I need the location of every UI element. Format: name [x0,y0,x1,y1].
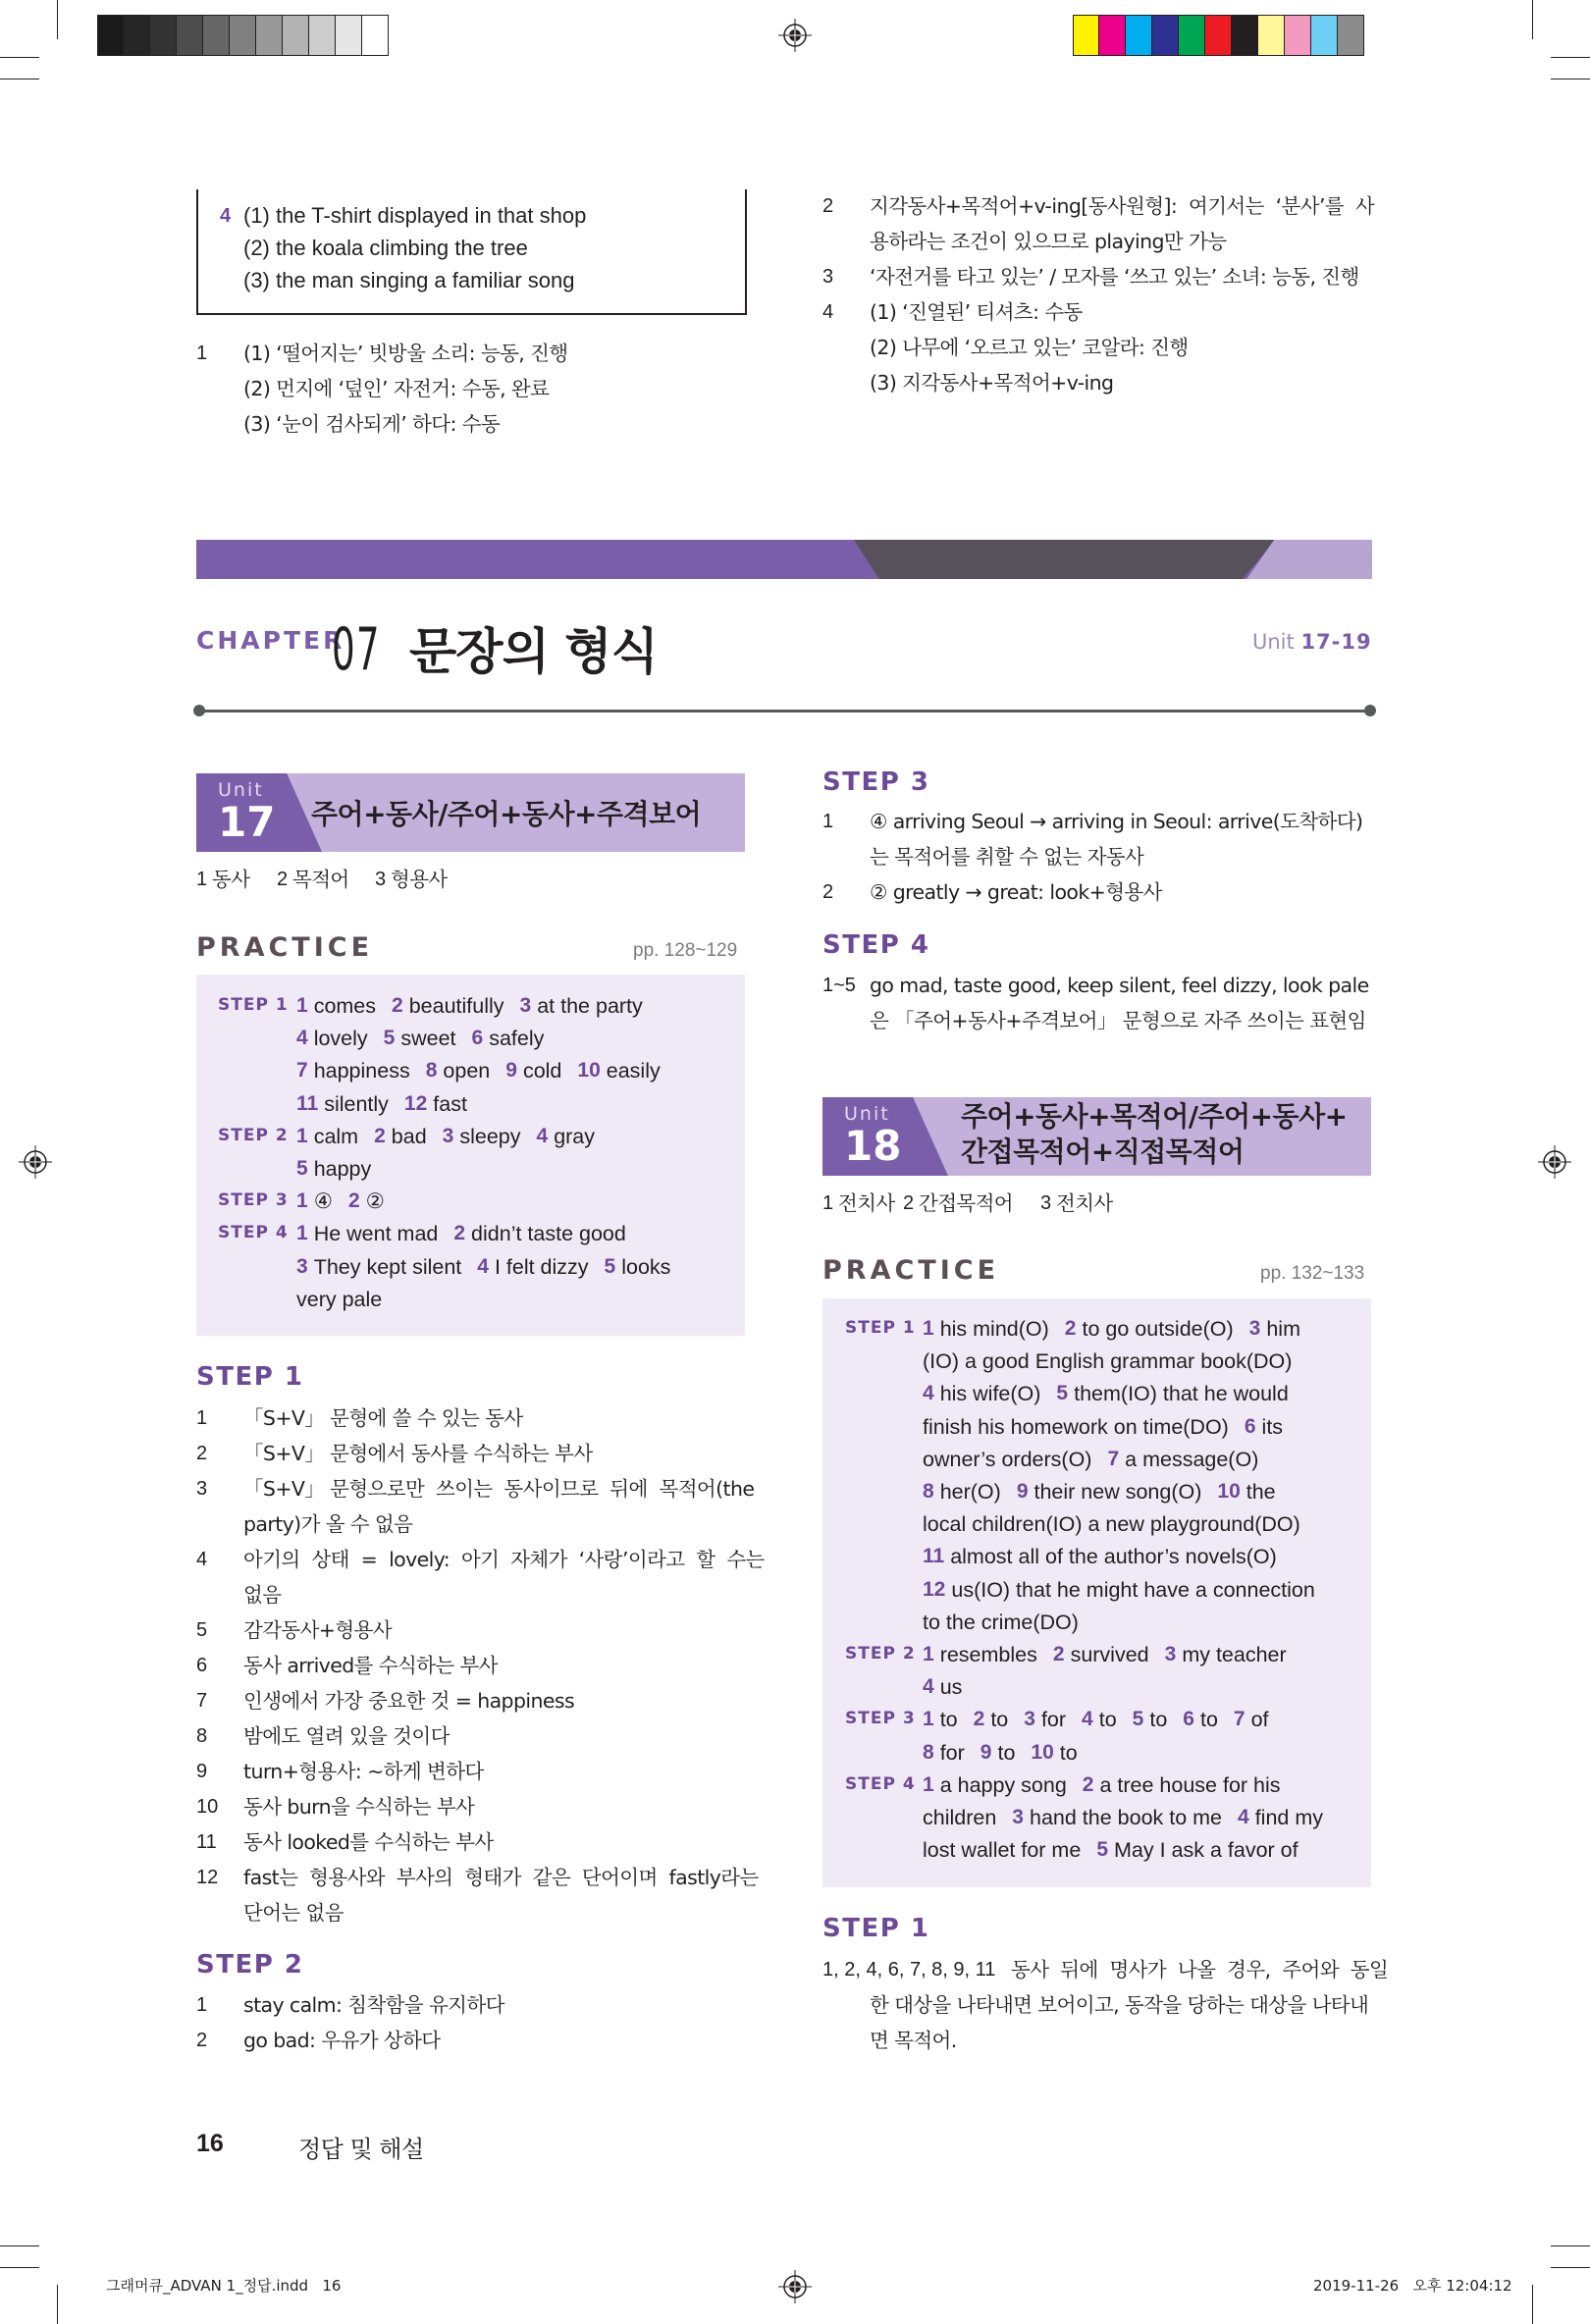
practice-answer-line [923,1509,1359,1539]
practice-answer-text: happiness [313,1059,410,1083]
chapter-unit-range [1252,630,1372,654]
gray-swatch [256,15,283,56]
practice-answer-number: 4 [296,1027,308,1050]
crop-mark [1532,0,1533,39]
list-item-number: 7 [196,1690,208,1712]
list-item-number: 11 [196,1831,217,1853]
practice-answer-line [296,1285,728,1314]
unit-range: 17-19 [1300,630,1372,654]
practice-answer-number: 10 [577,1059,601,1083]
chapter-rule [199,710,1369,713]
gray-swatch [124,15,150,56]
practice-answer-text: beautifully [408,994,504,1018]
practice-answer-text: open [443,1059,491,1083]
crop-mark [57,0,58,39]
list-item-text: go bad: 우유가 상하다 [243,2029,441,2052]
unit18-word: Unit [844,1103,890,1125]
crop-mark [1551,2245,1590,2246]
list-item-text: (3) ‘눈이 검사되게’ 하다: 수동 [243,412,501,436]
practice-answer-number: 1 [923,1643,934,1665]
practice-answer-text: They kept silent [313,1254,462,1279]
practice-answer-text: resembles [939,1643,1037,1666]
answer-text: 형용사 [391,868,448,891]
list-item-number: 9 [196,1761,208,1782]
list-item-text: 동사 뒤에 명사가 나올 경우, 주어와 동일 [1011,1958,1389,1981]
unit17-step4-heading: STEP 4 [822,930,930,960]
list-item-text: (3) 지각동사+목적어+v-ing [870,371,1114,395]
unit17-pages: pp. 128~129 [633,940,738,961]
registration-mark-icon [778,19,812,52]
practice-step-label: STEP 2 [845,1644,916,1664]
box-answer-line: (1) the T-shirt displayed in that shop [243,203,587,228]
practice-answer-text: the [1246,1480,1276,1504]
practice-answer-number: 4 [923,1675,934,1699]
print-timestamp: 2019-11-26 오후 12:04:12 [1313,2277,1512,2295]
practice-answer-number: 2 [1064,1317,1077,1340]
practice-answer-text: didn’t taste good [471,1222,626,1246]
registration-mark-icon [1538,1145,1571,1179]
answer-text: 간접목적어 [919,1191,1014,1215]
practice-answer-text: find my [1254,1806,1324,1829]
crop-mark [1551,2267,1590,2268]
list-item-text: ‘자전거를 타고 있는’ / 모자를 ‘쓰고 있는’ 소녀: 능동, 진행 [870,265,1359,289]
practice-answer-text: to [939,1708,958,1732]
list-item-text: 「S+V」 문형에 쓸 수 있는 동사 [243,1406,523,1430]
practice-answer-number: 4 [536,1124,549,1147]
list-item-text: stay calm: 침착함을 유지하다 [243,1993,504,2017]
practice-answer-line [923,1575,1359,1605]
list-item-number: 3 [196,1478,208,1500]
practice-step-label: STEP 4 [218,1223,289,1243]
practice-answer-text: a message(O) [1125,1447,1259,1471]
practice-answer-number: 2 [453,1222,466,1245]
chapter-label: CHAPTER [196,626,345,655]
registration-mark-icon [19,1145,52,1179]
practice-answer-text: very pale [296,1287,383,1311]
practice-answer-text: I felt dizzy [494,1254,589,1279]
list-item-text: go mad, taste good, keep silent, feel dizzy, look pale [870,974,1369,997]
practice-answer-text: easily [606,1059,661,1083]
gray-swatch [309,15,336,56]
practice-step-label: STEP 3 [218,1190,289,1211]
gray-swatch [283,15,309,56]
practice-answer-text: safely [489,1027,545,1051]
practice-answer-text: ② [365,1189,385,1214]
practice-answer-number: 2 [1082,1772,1094,1796]
list-item-number: 4 [822,301,834,323]
practice-answer-number: 8 [923,1480,934,1503]
practice-answer-number: 1 [923,1708,934,1731]
practice-answer-number: 1 [296,1124,308,1147]
box-question-number: 4 [220,205,232,227]
practice-answer-line [923,1705,1359,1734]
color-swatch [1285,15,1311,56]
practice-answer-line [296,1252,728,1282]
practice-answer-number: 6 [471,1027,484,1050]
practice-answer-text: comes [313,994,377,1018]
practice-answer-line [923,1640,1359,1669]
practice-answer-number: 12 [403,1091,428,1115]
practice-answer-text: fast [433,1091,467,1116]
answer-number: 3 [1040,1192,1052,1214]
practice-answer-number: 5 [1056,1382,1069,1405]
practice-answer-number: 8 [923,1740,934,1764]
list-item-text: 없음 [243,1583,282,1607]
practice-answer-text: hand the book to me [1029,1806,1223,1829]
list-item-number: 10 [196,1796,219,1818]
practice-answer-number: 1 [296,994,308,1017]
gray-swatch [362,15,389,56]
practice-answer-text: a tree house for his [1099,1772,1281,1797]
practice-answer-text: lost wallet for me [923,1838,1082,1863]
practice-answer-number: 11 [296,1091,319,1115]
practice-answer-line [296,1122,728,1151]
color-swatch [1205,15,1232,56]
practice-answer-line [923,1542,1359,1571]
practice-answer-text: owner’s orders(O) [923,1447,1092,1471]
list-item-text: 단어는 없음 [243,1901,344,1925]
practice-answer-number: 1 [923,1317,934,1340]
answer-number: 1 [196,869,208,890]
practice-answer-number: 3 [1024,1708,1035,1731]
list-item-text: ④ arriving Seoul → arriving in Seoul: arrive(도착하다) [870,810,1363,833]
list-item-number: 2 [822,195,834,217]
practice-answer-number: 4 [923,1382,934,1405]
practice-answer-number: 6 [1244,1414,1256,1438]
practice-answer-number: 1 [923,1772,934,1796]
practice-answer-number: 1 [296,1222,308,1245]
practice-answer-text: He went mad [313,1222,439,1246]
practice-answer-number: 9 [980,1740,992,1764]
practice-answer-text: its [1261,1414,1284,1439]
list-item-text: 은 「주어+동사+주격보어」 문형으로 자주 쓰이는 표현임 [870,1009,1366,1032]
crop-mark [0,57,39,58]
practice-answer-line [923,1672,1359,1702]
list-item-number: 1~5 [822,975,856,996]
list-item-number: 12 [196,1867,219,1888]
box-answer-line: (2) the koala climbing the tree [243,236,528,260]
color-swatch [1126,15,1152,56]
practice-answer-number: 6 [1183,1708,1194,1731]
color-swatch [1311,15,1338,56]
practice-answer-text: us(IO) that he might have a connection [951,1577,1315,1602]
practice-answer-number: 10 [1217,1480,1241,1503]
answer-number: 3 [375,869,387,890]
practice-answer-text: bad [391,1124,427,1148]
gray-swatch [336,15,362,56]
practice-answer-number: 4 [1238,1806,1249,1828]
practice-answer-line [296,1187,728,1216]
practice-answer-text: at the party [537,994,643,1018]
list-item-text: 한 대상을 나타내면 보어이고, 동작을 당하는 대상을 나타내 [870,1993,1369,2017]
practice-answer-text: for [1040,1708,1067,1732]
unit17-header [196,773,745,852]
practice-answer-text: May I ask a favor of [1114,1838,1298,1863]
list-item-text: party)가 올 수 없음 [243,1512,413,1536]
crop-mark [57,2285,58,2324]
list-item-text: 감각동사+형용사 [243,1618,392,1642]
list-item-text: (1) ‘진열된’ 티셔츠: 수동 [870,300,1083,324]
practice-answer-number: 4 [1082,1708,1093,1731]
practice-answer-text: lovely [313,1027,368,1051]
chapter-number: 07 [332,615,381,684]
list-item-number: 1, 2, 4, 6, 7, 8, 9, 11 [822,1959,996,1981]
list-item-number: 2 [196,1443,208,1464]
practice-step-label: STEP 1 [845,1318,916,1338]
practice-answer-line [296,991,728,1021]
unit17-step3-heading: STEP 3 [822,767,930,797]
practice-answer-number: 12 [923,1577,946,1601]
list-item-text: (2) 먼지에 ‘덮인’ 자전거: 수동, 완료 [243,377,550,400]
practice-answer-text: to [990,1708,1009,1732]
practice-answer-text: to [1199,1708,1218,1732]
answer-text: 목적어 [292,868,349,891]
practice-answer-number: 7 [1107,1447,1120,1470]
practice-answer-text: survived [1070,1643,1149,1666]
practice-answer-line [296,1056,728,1085]
list-item-text: fast는 형용사와 부사의 형태가 같은 단어이며 fastly라는 [243,1866,759,1889]
answer-text: 전치사 [838,1191,895,1215]
practice-answer-number: 3 [296,1254,308,1278]
list-item-text: 지각동사+목적어+v-ing[동사원형]: 여기서는 ‘분사’를 사 [870,194,1375,218]
practice-answer-number: 10 [1031,1740,1054,1764]
practice-answer-text: children [923,1806,997,1829]
crop-mark [0,2267,39,2268]
practice-answer-line [923,1835,1359,1865]
list-item-text: 아기의 상태 = lovely: 아기 자체가 ‘사랑’이라고 할 수는 [243,1548,765,1571]
practice-answer-text: him [1266,1317,1300,1341]
gray-swatch [97,15,124,56]
practice-answer-number: 5 [604,1254,616,1278]
practice-answer-text: to the crime(DO) [923,1610,1079,1634]
unit18-pages: pp. 132~133 [1260,1263,1365,1284]
practice-answer-text: gray [554,1124,596,1148]
practice-answer-number: 3 [1012,1806,1024,1828]
list-item-text: ② greatly → great: look+형용사 [870,880,1162,904]
unit18-number: 18 [844,1122,902,1170]
practice-answer-line [923,1770,1359,1800]
practice-answer-number: 7 [1233,1708,1246,1731]
list-item-text: 밤에도 열려 있을 것이다 [243,1724,450,1748]
list-item-text: turn+형용사: ~하게 변하다 [243,1760,484,1783]
gray-swatch [150,15,177,56]
practice-answer-text: their new song(O) [1034,1480,1202,1504]
practice-answer-number: 2 [347,1189,360,1213]
practice-answer-number: 11 [923,1545,945,1568]
answer-text: 동사 [212,868,250,891]
gray-swatch [203,15,230,56]
practice-answer-number: 2 [374,1124,386,1147]
practice-answer-number: 3 [1164,1643,1177,1665]
practice-answer-text: sleepy [459,1124,521,1148]
color-swatch [1258,15,1285,56]
list-item-number: 8 [196,1725,208,1747]
practice-answer-number: 5 [383,1027,396,1050]
color-swatch [1179,15,1205,56]
practice-answer-text: to [1149,1708,1168,1732]
practice-answer-text: them(IO) that he would [1074,1382,1289,1406]
registration-mark-icon [778,2270,812,2303]
practice-answer-text: a happy song [939,1772,1067,1797]
list-item-text: 동사 looked를 수식하는 부사 [243,1830,494,1854]
practice-answer-line [923,1803,1359,1832]
practice-answer-text: of [1250,1708,1269,1732]
practice-step-label: STEP 2 [218,1125,289,1145]
practice-answer-number: 5 [1132,1708,1144,1731]
practice-answer-line [296,1089,728,1119]
practice-answer-text: her(O) [939,1480,1001,1504]
practice-answer-text: almost all of the author’s novels(O) [950,1545,1277,1569]
practice-answer-text: to [1098,1708,1117,1732]
practice-answer-text: to [1059,1740,1078,1765]
practice-step-label: STEP 1 [218,995,289,1015]
box-answer-line: (3) the man singing a familiar song [243,268,575,292]
practice-answer-text: his mind(O) [939,1317,1049,1341]
practice-answer-text: finish his homework on time(DO) [923,1414,1229,1439]
practice-answer-number: 5 [296,1157,308,1180]
crop-mark [0,2245,39,2246]
list-item-number: 1 [196,1407,208,1429]
practice-answer-number: 2 [1052,1643,1065,1665]
practice-answer-text: happy [313,1157,372,1181]
practice-answer-line [923,1347,1359,1376]
unit17-title: 주어+동사/주어+동사+주격보어 [311,798,702,830]
practice-answer-text: cold [522,1059,562,1083]
unit18-header [822,1097,1371,1176]
gray-swatch [177,15,203,56]
answer-number: 1 [822,1192,834,1214]
practice-answer-text: his wife(O) [939,1382,1041,1406]
unit17-step1-heading: STEP 1 [196,1362,304,1392]
list-item-text: 인생에서 가장 중요한 것 = happiness [243,1689,575,1713]
practice-answer-text: (IO) a good English grammar book(DO) [923,1349,1293,1374]
file-name: 그래머큐_ADVAN 1_정답.indd 16 [106,2277,342,2295]
practice-step-label: STEP 4 [845,1773,916,1794]
practice-answer-text: local children(IO) a new playground(DO) [923,1512,1300,1537]
practice-answer-line [296,1024,728,1053]
practice-answer-line [296,1154,728,1184]
list-item-number: 3 [822,266,834,288]
practice-answer-number: 5 [1096,1838,1108,1862]
practice-answer-number: 3 [519,994,532,1017]
color-swatch [1073,15,1099,56]
chapter-rule-dot-left [193,705,205,716]
practice-answer-number: 2 [392,994,403,1017]
list-item-text: 면 목적어. [870,2029,957,2052]
list-item-number: 4 [196,1549,208,1570]
unit17-practice-label: PRACTICE [196,932,374,963]
practice-answer-line [296,1219,728,1248]
chapter-rule-dot-right [1364,705,1376,716]
practice-answer-line [923,1379,1359,1408]
practice-answer-line [923,1412,1359,1442]
unit17-step2-heading: STEP 2 [196,1950,304,1980]
practice-answer-line [923,1314,1359,1344]
practice-answer-text: sweet [400,1027,456,1051]
practice-answer-number: 3 [442,1124,454,1147]
list-item-number: 5 [196,1619,208,1641]
practice-answer-text: my teacher [1182,1643,1287,1666]
practice-answer-text: to [997,1740,1016,1765]
list-item-number: 1 [196,343,208,364]
page-number: 16 [196,2130,224,2157]
unit18-practice-label: PRACTICE [822,1255,1000,1286]
color-swatch [1152,15,1179,56]
list-item-text: (1) ‘떨어지는’ 빗방울 소리: 능동, 진행 [243,342,568,365]
unit17-word: Unit [218,779,264,801]
practice-answer-line [923,1608,1359,1637]
list-item-number: 1 [822,811,834,832]
list-item-text: 용하라는 조건이 있으므로 playing만 가능 [870,230,1227,253]
practice-answer-text: silently [324,1091,389,1116]
crop-mark [1532,2285,1533,2324]
practice-answer-number: 2 [973,1708,985,1731]
practice-answer-number: 7 [296,1059,308,1083]
answer-number: 2 [277,869,289,890]
practice-answer-text: ④ [313,1189,333,1214]
chapter-title: 문장의 형식 [409,623,658,680]
practice-answer-number: 9 [1016,1480,1029,1503]
list-item-text: 동사 arrived를 수식하는 부사 [243,1654,498,1677]
list-item-text: 「S+V」 문형에서 동사를 수식하는 부사 [243,1442,593,1465]
practice-answer-number: 9 [505,1059,517,1083]
list-item-text: 동사 burn을 수식하는 부사 [243,1795,475,1819]
practice-step-label: STEP 3 [845,1709,916,1729]
practice-answer-number: 3 [1248,1317,1261,1340]
list-item-text: (2) 나무에 ‘오르고 있는’ 코알라: 진행 [870,336,1189,359]
practice-answer-text: to go outside(O) [1082,1317,1234,1341]
list-item-number: 2 [822,881,834,903]
list-item-number: 6 [196,1655,208,1676]
unit17-number: 17 [218,798,276,846]
page-title: 정답 및 해설 [298,2136,424,2163]
practice-answer-line [923,1738,1359,1768]
color-swatch [1099,15,1126,56]
crop-mark [1551,57,1590,58]
unit18-step1-heading: STEP 1 [822,1914,930,1943]
practice-answer-line [923,1445,1359,1474]
chapter-banner-dark [854,540,1276,579]
unit18-title-line1: 주어+동사+목적어/주어+동사+ [961,1100,1348,1133]
practice-answer-number: 1 [296,1189,308,1213]
unit18-title-line2: 간접목적어+직접목적어 [961,1136,1245,1168]
answer-number: 2 [903,1192,915,1214]
practice-answer-text: for [939,1740,965,1765]
list-item-text: 는 목적어를 취할 수 없는 자동사 [870,845,1144,869]
practice-answer-text: looks [621,1254,671,1279]
color-swatch [1232,15,1258,56]
practice-answer-number: 4 [477,1254,489,1278]
list-item-number: 2 [196,2030,208,2051]
list-item-text: 「S+V」 문형으로만 쓰이는 동사이므로 뒤에 목적어(the [243,1477,755,1501]
practice-answer-line [923,1477,1359,1506]
unit-prefix: Unit [1252,630,1295,654]
answer-text: 전치사 [1056,1191,1113,1215]
practice-answer-number: 8 [425,1059,438,1083]
practice-answer-text: us [939,1675,963,1700]
gray-swatch [230,15,256,56]
color-swatch [1338,15,1364,56]
list-item-number: 1 [196,1994,208,2016]
practice-answer-text: calm [313,1124,359,1148]
